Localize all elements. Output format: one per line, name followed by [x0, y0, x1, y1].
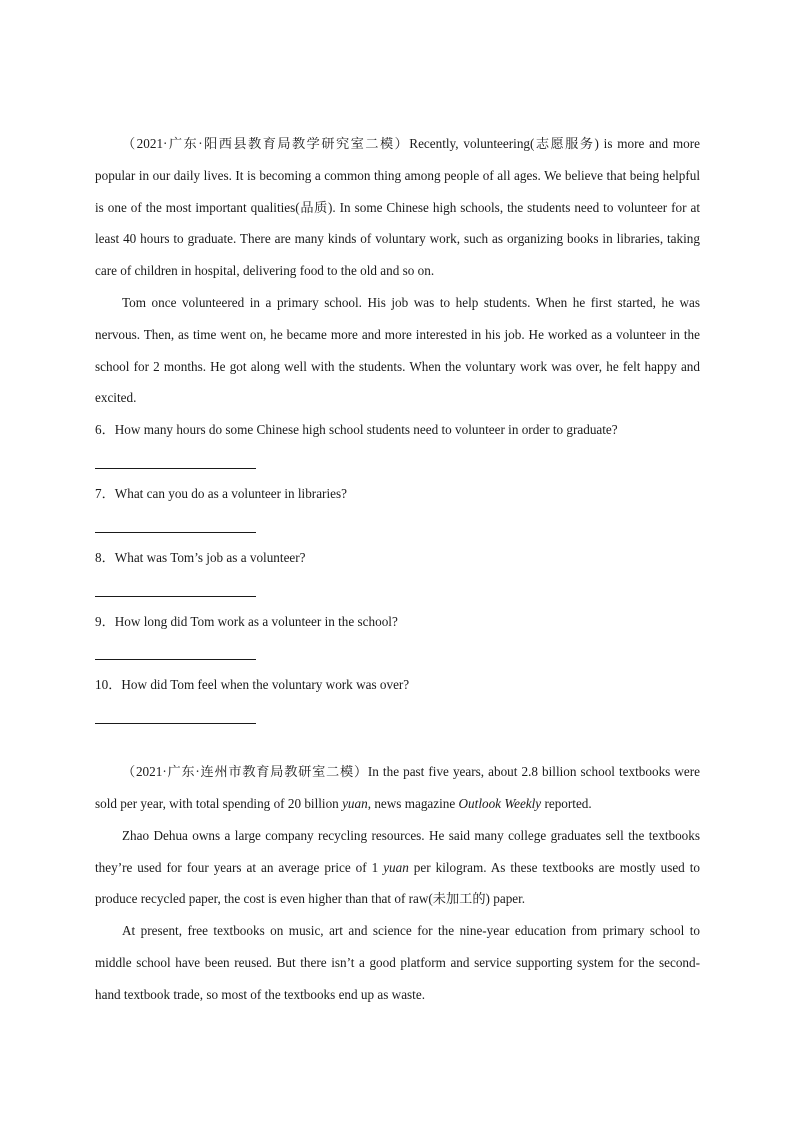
passage2-p1-yuan: yuan — [342, 795, 368, 811]
question-7 — [95, 478, 700, 533]
passage2-p1-text-c: reported. — [541, 795, 592, 811]
passage2-source: （2021·广东·连州市教育局教研室二模） — [122, 764, 368, 780]
passage2 — [95, 756, 700, 1010]
passage2-paragraph3: At present, free textbooks on music, art and science for the nine-year education from primary school to middle school have been reused. But there isn’t a good platform and service supporting system for the second-hand textbook trade, so most of the textbooks end up as waste. — [95, 923, 700, 1002]
passage2-p1-text-b: , news magazine — [367, 795, 459, 811]
passage2-paragraph1 — [95, 756, 700, 820]
passage2-p1-text-a: In the past five years, about 2.8 billion school textbooks were sold per year, with total spending of 20 billion — [95, 764, 700, 811]
passage2-p1-magazine: Outlook Weekly — [458, 795, 542, 811]
question-8 — [95, 542, 700, 597]
passage1-source: （2021·广东·阳西县教育局教学研究室二模） — [122, 136, 410, 151]
question-9 — [95, 606, 700, 661]
passage2-p2-text-a: Zhao Dehua owns a large company recycling resources. He said many college graduates sell the textbooks they’re used for four years at an average price of 1 — [95, 827, 700, 875]
answer-line-9[interactable] — [95, 637, 256, 660]
question-7-text: 7．What can you do as a volunteer in libraries? — [95, 485, 347, 501]
answer-line-8[interactable] — [95, 574, 256, 597]
question-6 — [95, 414, 700, 469]
document-body — [95, 128, 700, 1011]
passage1-paragraph1 — [95, 128, 700, 287]
question-10 — [95, 669, 700, 724]
passage1-paragraph2: Tom once volunteered in a primary school. His job was to help students. When he first started, he was nervous. Then, as time went on, he became more and more interested in his job. He worked as a volunteer in the school for 2 months. He got along well with the students. When the voluntary work was over, he felt happy and excited. — [95, 294, 700, 406]
question-6-text: 6．How many hours do some Chinese high school students need to volunteer in order to graduate? — [95, 422, 618, 438]
answer-line-6[interactable] — [95, 446, 256, 469]
question-8-text: 8．What was Tom’s job as a volunteer? — [95, 549, 306, 565]
passage1-p1-text: Recently, volunteering(志愿服务) is more and more popular in our daily lives. It is becoming a common thing among people of all ages. We believe that being helpful is one of the most important qualities(品质). In some Chinese high schools, the students need to volunteer for at least 40 hours to graduate. There are many kinds of voluntary work, such as organizing books in libraries, taking care of children in hospital, delivering food to the old and so on. — [95, 136, 700, 279]
answer-line-7[interactable] — [95, 510, 256, 533]
passage2-p2-yuan: yuan — [383, 859, 409, 875]
passage2-p2-text-b: per kilogram. As these textbooks are mostly used to produce recycled paper, the cost is even higher than that of raw(未加工的) paper. — [95, 859, 700, 907]
question-10-text: 10．How did Tom feel when the voluntary work was over? — [95, 677, 410, 693]
answer-line-10[interactable] — [95, 701, 256, 724]
question-9-text: 9．How long did Tom work as a volunteer in the school? — [95, 613, 398, 629]
passage2-paragraph2 — [95, 820, 700, 915]
